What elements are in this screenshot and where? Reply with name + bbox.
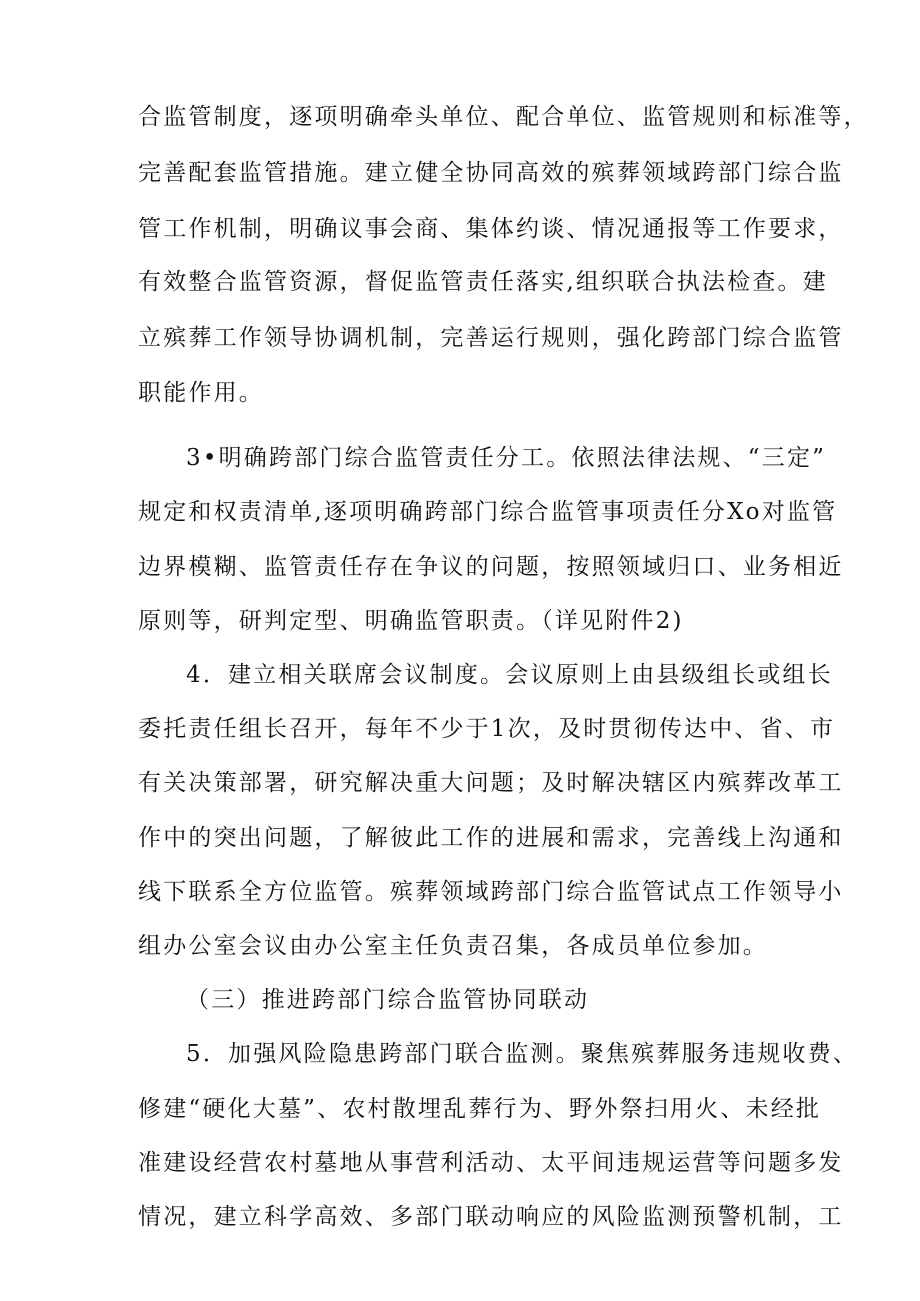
text-line: 立殡葬工作领导协调机制，完善运行规则，强化跨部门综合监管	[138, 325, 844, 351]
text-line: 组办公室会议由办公室主任负责召集，各成员单位参加。	[138, 933, 768, 959]
text-line: 情况，建立科学高效、多部门联动响应的风险监测预警机制，工	[138, 1204, 844, 1230]
text-line: 5．加强风险隐患跨部门联合监测。聚焦殡葬服务违规收费、	[186, 1041, 859, 1067]
text-line: 准建设经营农村墓地从事营利活动、太平间违规运营等问题多发	[138, 1150, 844, 1176]
text-line: 边界模糊、监管责任存在争议的问题，按照领域归口、业务相近	[138, 554, 844, 580]
section-heading: （三）推进跨部门综合监管协同联动	[186, 987, 590, 1013]
text-line: 3•明确跨部门综合监管责任分工。依照法律法规、“三定”	[186, 445, 827, 471]
text-line: 管工作机制，明确议事会商、集体约谈、情况通报等工作要求，	[138, 216, 844, 242]
text-line: 有效整合监管资源，督促监管责任落实,组织联合执法检查。建	[138, 269, 828, 295]
text-line: 职能作用。	[138, 380, 264, 406]
text-line: 4．建立相关联席会议制度。会议原则上由县级组长或组长	[186, 662, 833, 688]
text-line: 作中的突出问题，了解彼此工作的进展和需求，完善线上沟通和	[138, 825, 844, 851]
text-line: 委托责任组长召开，每年不少于1次，及时贯彻传达中、省、市	[138, 716, 836, 742]
text-line: 有关决策部署，研究解决重大问题；及时解决辖区内殡葬改革工	[138, 770, 844, 796]
text-line: 完善配套监管措施。建立健全协同高效的殡葬领域跨部门综合监	[138, 160, 844, 186]
text-line: 原则等，研判定型、明确监管职责。（详见附件2)	[138, 608, 684, 634]
text-line: 合监管制度，逐项明确牵头单位、配合单位、监管规则和标准等，	[138, 104, 869, 130]
text-line: 修建“硬化大墓”、农村散埋乱葬行为、野外祭扫用火、未经批	[138, 1096, 822, 1122]
text-line: 线下联系全方位监管。殡葬领域跨部门综合监管试点工作领导小	[138, 879, 844, 905]
text-line: 规定和权责清单,逐项明确跨部门综合监管事项责任分Xo对监管	[138, 499, 838, 525]
